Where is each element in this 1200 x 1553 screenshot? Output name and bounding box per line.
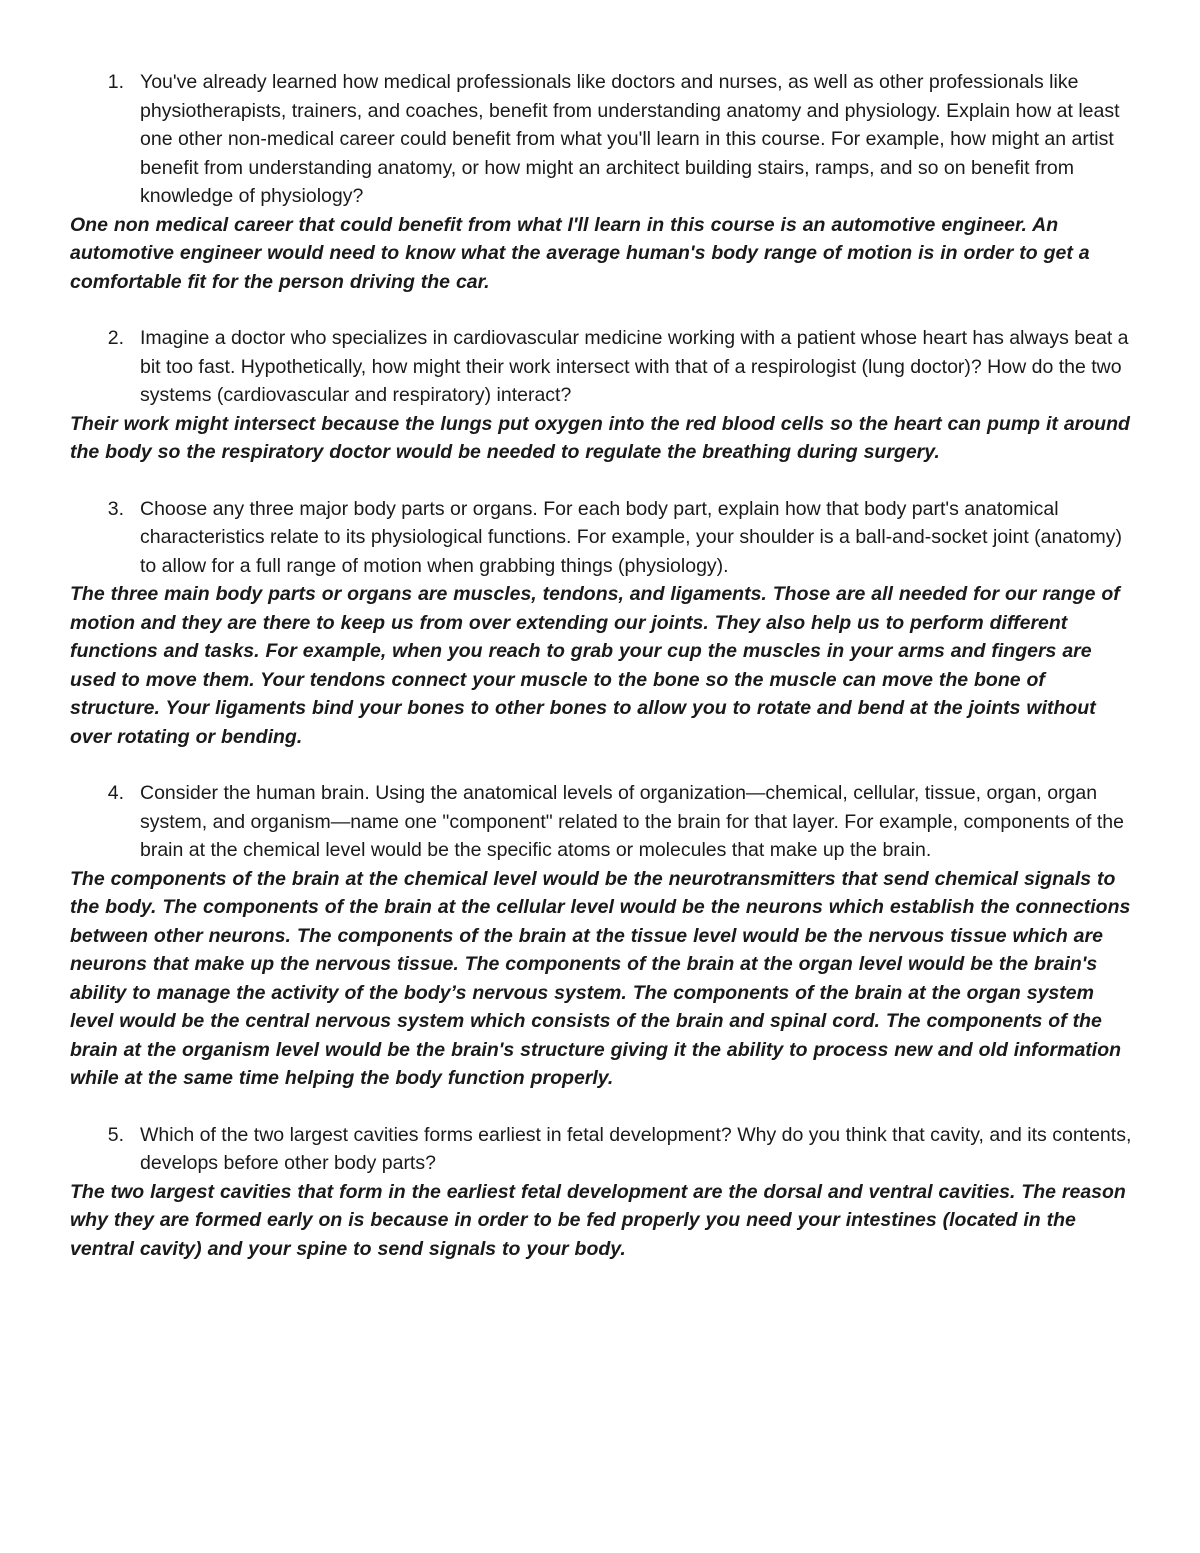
question-number: 5. xyxy=(107,1123,124,1146)
question-4 xyxy=(70,779,1132,865)
answer-3: The three main body parts or organs are muscles, tendons, and ligaments. Those are all needed for our range of motion and they are there to keep us from over extending our joints. They also help us to perform different functions and tasks. For example, when you reach to grab your cup the muscles in your arms and fingers are used to move them. Your tendons connect your muscle to the bone so the muscle can move the bone of structure. Your ligaments bind your bones to other bones to allow you to rotate and bend at the joints without over rotating or bending. xyxy=(70,583,1120,748)
question-text: You've already learned how medical professionals like doctors and nurses, as well as other professionals like physiotherapists, trainers, and coaches, benefit from understanding anatomy and physiology. Explain how at least one other non-medical career could benefit from what you'll learn in this course. For example, how might an artist benefit from understanding anatomy, or how might an architect building stairs, ramps, and so on benefit from knowledge of physiology? xyxy=(140,71,1120,207)
qa-item-2 xyxy=(70,324,1132,467)
question-text: Imagine a doctor who specializes in cardiovascular medicine working with a patient whose heart has always beat a bit too fast. Hypothetically, how might their work intersect with that of a respirologist (lung doctor)? How do the two systems (cardiovascular and respiratory) interact? xyxy=(140,327,1129,406)
answer-5: The two largest cavities that form in the earliest fetal development are the dorsal and ventral cavities. The reason why they are formed early on is because in order to be fed properly you need your intestines (located in the ventral cavity) and your spine to send signals to your body. xyxy=(70,1180,1126,1260)
question-number: 1. xyxy=(107,71,124,93)
qa-item-3 xyxy=(70,495,1132,752)
question-text: Consider the human brain. Using the anatomical levels of organization—chemical, cellular, tissue, organ, organ system, and organism—name one "component" related to the brain for that layer. For example, components of the brain at the chemical level would be the specific atoms or molecules that make up the brain. xyxy=(140,782,1124,861)
answer-4: The components of the brain at the chemical level would be the neurotransmitters that send chemical signals to the body. The components of the brain at the cellular level would be the neurons which establish the connections between other neurons. The components of the brain at the tissue level would be the nervous tissue which are neurons that make up the nervous tissue. The components of the brain at the organ level would be the brain's ability to manage the activity of the body’s nervous system. The components of the brain at the organ system level would be the central nervous system which consists of the brain and spinal cord. The components of the brain at the organism level would be the brain's structure giving it the ability to process new and old information while at the same time helping the body function properly. xyxy=(70,867,1131,1089)
answer-1: One non medical career that could benefit from what I'll learn in this course is an automotive engineer. An automotive engineer would need to know what the average human's body range of motion is in order to get a comfortable fit for the person driving the car. xyxy=(70,213,1090,293)
document-body xyxy=(70,68,1132,1291)
question-1 xyxy=(70,68,1132,211)
question-text: Which of the two largest cavities forms earliest in fetal development? Why do you think that cavity, and its contents, develops before other body parts? xyxy=(140,1123,1132,1174)
question-text: Choose any three major body parts or organs. For each body part, explain how that body part's anatomical characteristics relate to its physiological functions. For example, your shoulder is a ball-and-socket joint (anatomy) to allow for a full range of motion when grabbing things (physiology). xyxy=(140,497,1122,577)
qa-item-5 xyxy=(70,1121,1132,1264)
question-2 xyxy=(70,324,1132,410)
question-number: 4. xyxy=(107,782,124,804)
question-3 xyxy=(70,495,1132,581)
qa-item-4 xyxy=(70,779,1132,1093)
question-number: 3. xyxy=(107,497,124,520)
question-number: 2. xyxy=(107,327,124,349)
question-5 xyxy=(70,1121,1132,1178)
answer-2: Their work might intersect because the lungs put oxygen into the red blood cells so the heart can pump it around the body so the respiratory doctor would be needed to regulate the breathing during surgery. xyxy=(70,412,1130,463)
qa-item-1 xyxy=(70,68,1132,296)
